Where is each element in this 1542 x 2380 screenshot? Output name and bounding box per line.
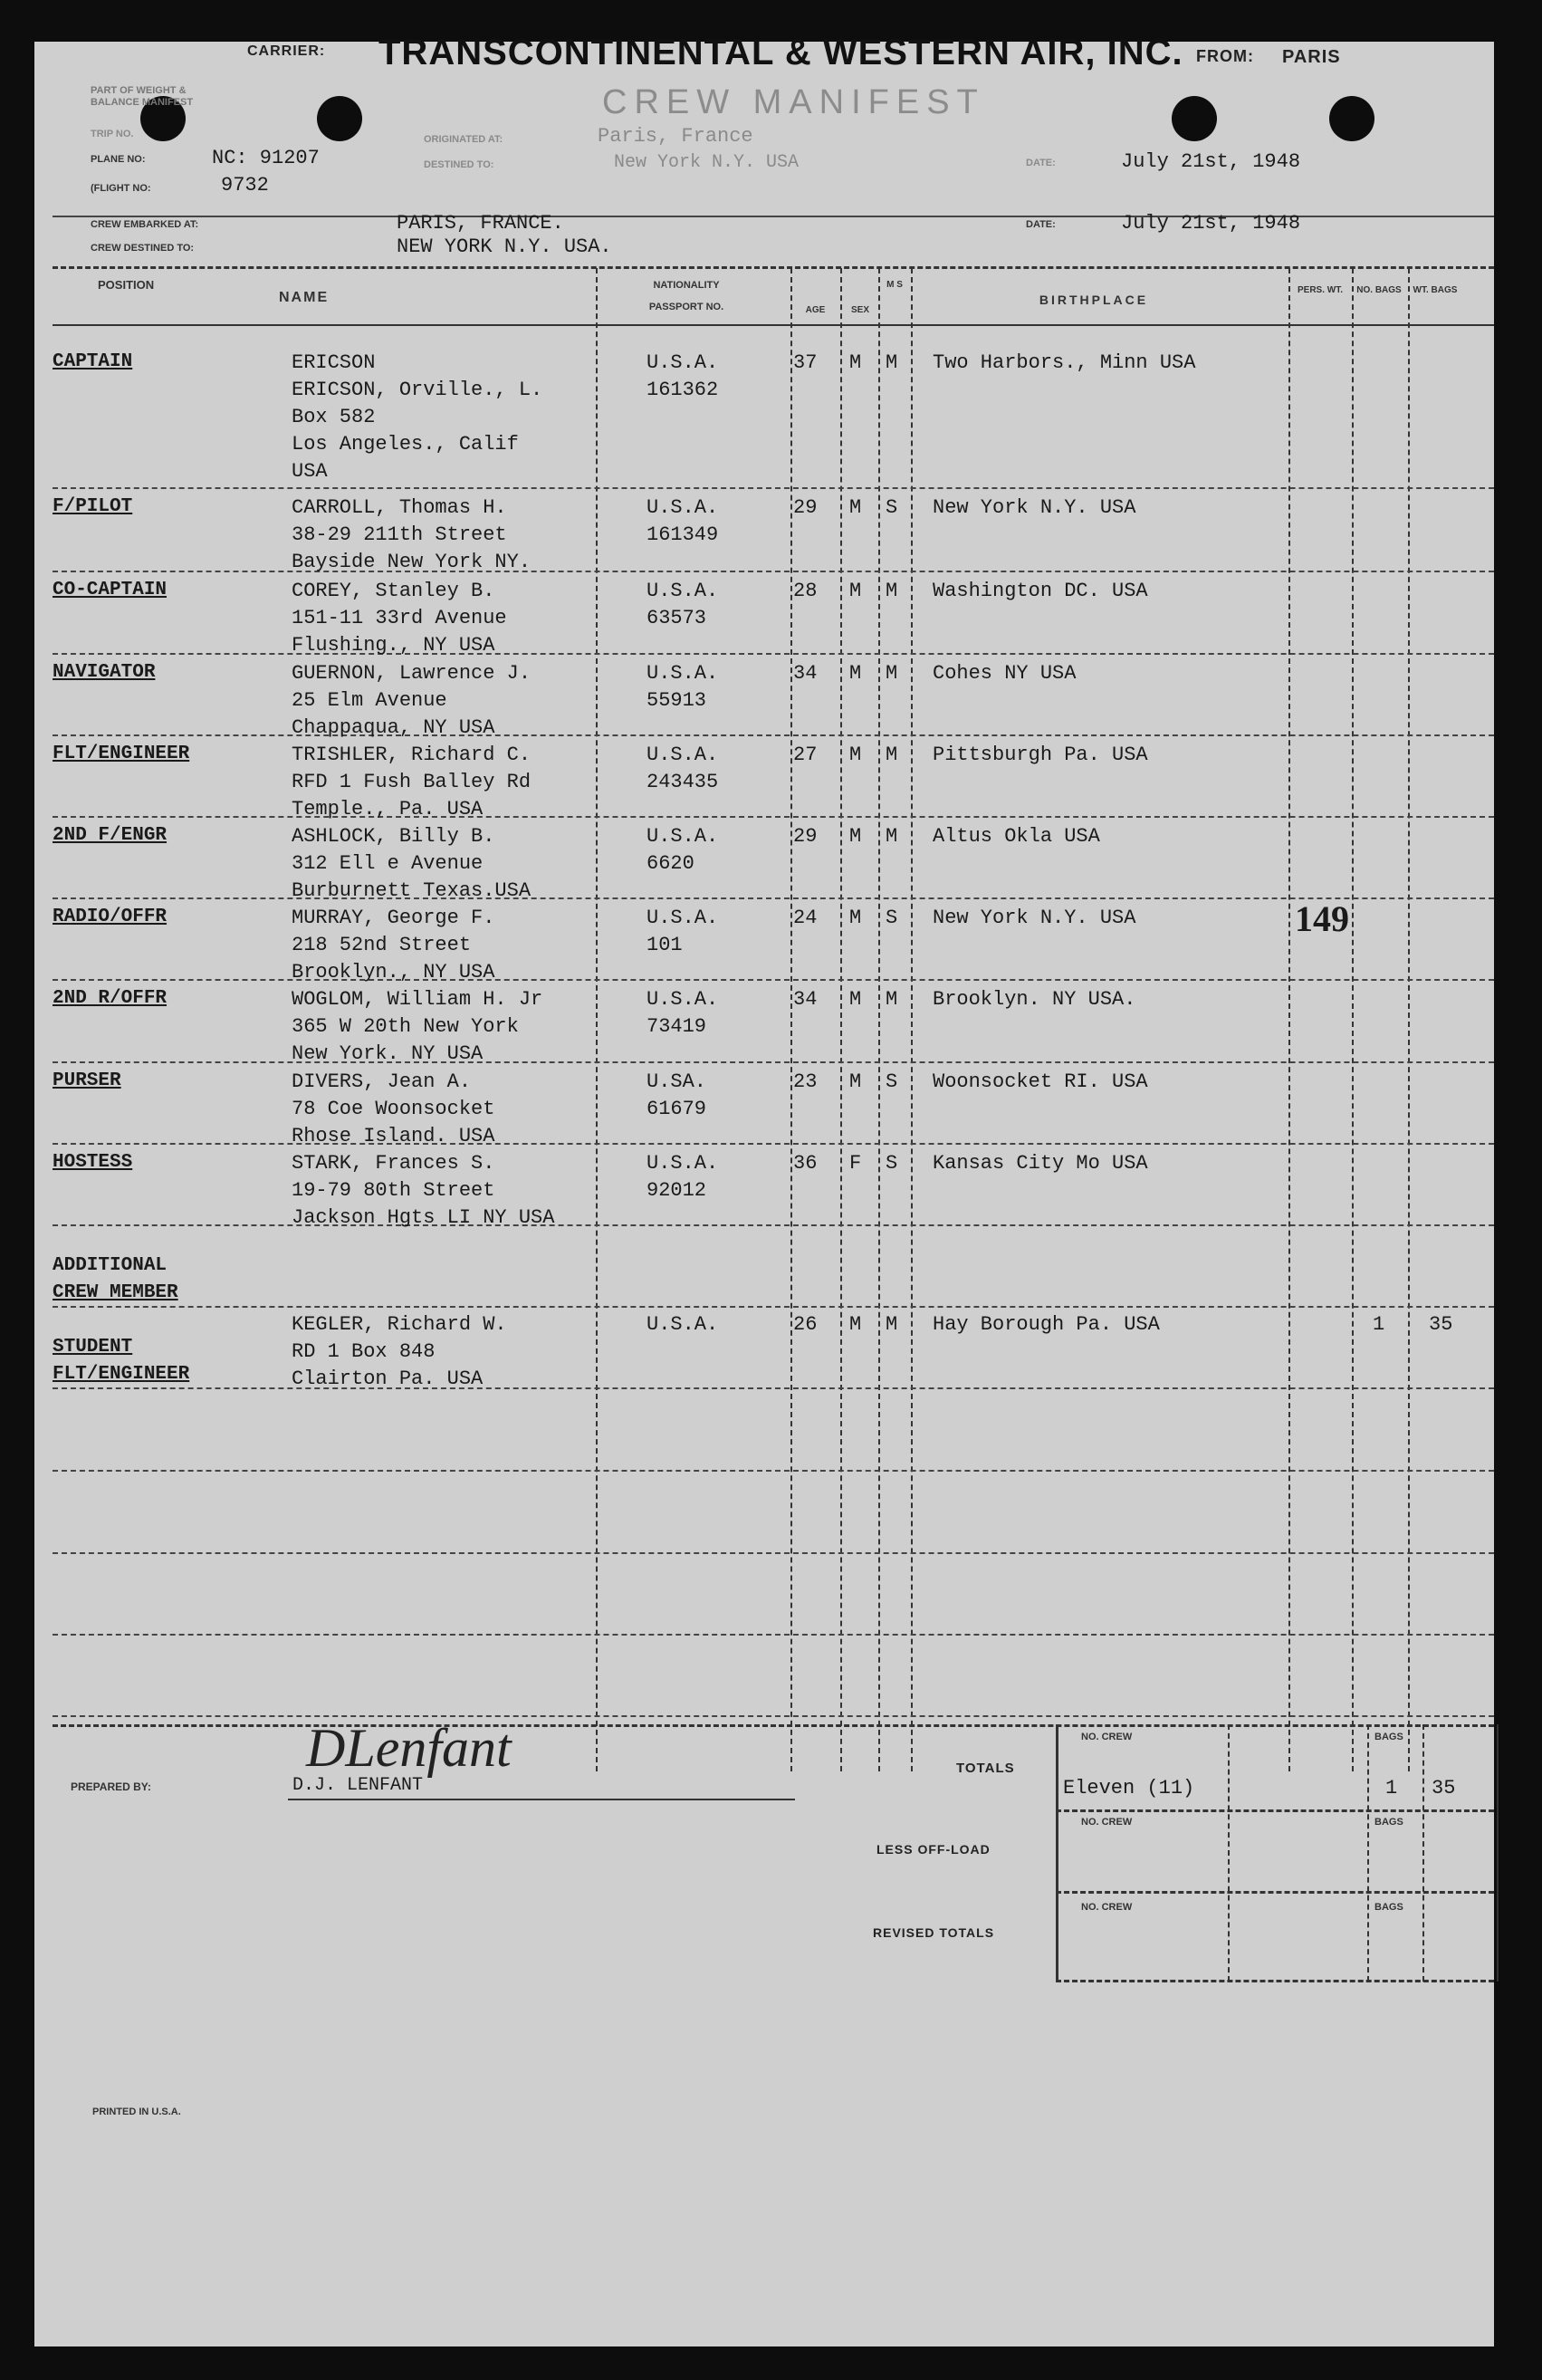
punch-hole <box>1329 96 1374 141</box>
crew-name-line: 151-11 33rd Avenue <box>292 607 507 629</box>
crew-sex: M <box>849 580 862 602</box>
crew-name-line: Los Angeles., Calif <box>292 433 519 456</box>
flight-label: (FLIGHT NO: <box>91 183 151 194</box>
crew-name-line: Brooklyn., NY USA <box>292 961 495 984</box>
crew-passport: 63573 <box>646 607 707 629</box>
crew-position: FLT/ENGINEER <box>53 744 190 764</box>
crew-ms: M <box>886 988 898 1011</box>
additional-no-bags: 1 <box>1373 1313 1385 1336</box>
crew-nationality: U.SA. <box>646 1070 707 1093</box>
no-crew-label: NO. CREW <box>1081 1902 1133 1913</box>
additional-ms: M <box>886 1313 898 1336</box>
manifest-sheet <box>34 33 1494 2346</box>
crew-sex: M <box>849 496 862 519</box>
crew-position: CO-CAPTAIN <box>53 580 168 600</box>
crew-passport: 73419 <box>646 1015 707 1038</box>
crew-nationality: U.S.A. <box>646 351 719 374</box>
crew-birthplace: Cohes NY USA <box>933 662 1077 685</box>
from-label: FROM: <box>1196 47 1254 65</box>
date2-value: July 21st, 1948 <box>1121 212 1301 235</box>
revised-totals-label: REVISED TOTALS <box>873 1925 995 1940</box>
crew-name-line: 312 Ell e Avenue <box>292 852 484 875</box>
crew-birthplace: Brooklyn. NY USA. <box>933 988 1136 1011</box>
crew-ms: M <box>886 825 898 848</box>
col-age: AGE <box>805 305 826 315</box>
crew-name-line: 25 Elm Avenue <box>292 689 447 712</box>
crew-position: RADIO/OFFR <box>53 907 168 927</box>
crew-ms: S <box>886 907 898 929</box>
crew-birthplace: Washington DC. USA <box>933 580 1148 602</box>
crew-sex: F <box>849 1152 862 1175</box>
crew-name-line: 19-79 80th Street <box>292 1179 495 1202</box>
crew-sex: M <box>849 988 862 1011</box>
crew-passport: 61679 <box>646 1098 707 1120</box>
printed-label: PRINTED IN U.S.A. <box>92 2106 181 2117</box>
crew-ms: M <box>886 580 898 602</box>
crew-passport: 161349 <box>646 523 719 546</box>
crew-name-line: RFD 1 Fush Balley Rd <box>292 771 532 793</box>
col-passport: PASSPORT NO. <box>648 302 724 312</box>
crew-passport: 6620 <box>646 852 694 875</box>
crew-name-line: 78 Coe Woonsocket <box>292 1098 495 1120</box>
crew-passport: 55913 <box>646 689 707 712</box>
manifest-title: CREW MANIFEST <box>602 83 985 121</box>
from-value: PARIS <box>1282 47 1341 67</box>
crew-nationality: U.S.A. <box>646 1152 719 1175</box>
prepared-label: PREPARED BY: <box>71 1780 151 1793</box>
crew-age: 36 <box>793 1152 818 1175</box>
additional-birthplace: Hay Borough Pa. USA <box>933 1313 1160 1336</box>
embarked-value: PARIS, FRANCE. <box>397 212 564 235</box>
crew-name-line: ASHLOCK, Billy B. <box>292 825 495 848</box>
crew-position: CAPTAIN <box>53 351 133 372</box>
col-name: NAME <box>279 290 330 305</box>
destined-value: New York N.Y. USA <box>614 152 800 173</box>
crew-sex: M <box>849 907 862 929</box>
additional-wt-bags: 35 <box>1429 1313 1453 1336</box>
additional-nationality: U.S.A. <box>646 1313 719 1336</box>
crew-nationality: U.S.A. <box>646 662 719 685</box>
crew-nationality: U.S.A. <box>646 988 719 1011</box>
crew-ms: S <box>886 496 898 519</box>
col-birthplace: BIRTHPLACE <box>1039 293 1149 307</box>
weight-balance-label: PART OF WEIGHT & BALANCE MANIFEST <box>91 85 194 108</box>
bags-label: BAGS <box>1374 1732 1403 1742</box>
crew-name-line: Bayside New York NY. <box>292 551 532 573</box>
bags-label: BAGS <box>1374 1902 1403 1913</box>
crew-name-line: CARROLL, Thomas H. <box>292 496 507 519</box>
crew-name-line: Temple., Pa. USA <box>292 798 484 821</box>
crew-ms: S <box>886 1070 898 1093</box>
additional-heading-line2: CREW MEMBER <box>53 1282 178 1303</box>
crew-pers-wt: 149 <box>1295 898 1349 939</box>
totals-label: TOTALS <box>956 1761 1015 1776</box>
crew-name-line: ERICSON, Orville., L. <box>292 379 543 401</box>
crew-sex: M <box>849 825 862 848</box>
crew-age: 29 <box>793 496 818 519</box>
date-label: DATE: <box>1026 158 1056 168</box>
crew-age: 34 <box>793 988 818 1011</box>
crew-name-line: MURRAY, George F. <box>292 907 495 929</box>
crew-position: NAVIGATOR <box>53 662 156 683</box>
plane-label: PLANE NO: <box>91 154 146 165</box>
crew-birthplace: New York N.Y. USA <box>933 496 1136 519</box>
crew-nationality: U.S.A. <box>646 744 719 766</box>
crew-ms: M <box>886 744 898 766</box>
crew-age: 27 <box>793 744 818 766</box>
carrier-name: TRANSCONTINENTAL & WESTERN AIR, INC. <box>378 33 1183 72</box>
carrier-label: CARRIER: <box>247 43 326 59</box>
crew-name-line: STARK, Frances S. <box>292 1152 495 1175</box>
crew-name-line: Jackson Hgts LI NY USA <box>292 1206 555 1229</box>
crew-destined-value: NEW YORK N.Y. USA. <box>397 235 612 258</box>
crew-birthplace: Woonsocket RI. USA <box>933 1070 1148 1093</box>
embarked-label: CREW EMBARKED AT: <box>91 219 199 230</box>
crew-name-line: USA <box>292 460 328 483</box>
col-ms: M S <box>886 280 903 290</box>
crew-age: 29 <box>793 825 818 848</box>
punch-hole <box>317 96 362 141</box>
date-value: July 21st, 1948 <box>1121 150 1301 173</box>
crew-sex: M <box>849 744 862 766</box>
crew-name-line: Rhose Island. USA <box>292 1125 495 1147</box>
col-wt-bags: WT. BAGS <box>1413 285 1458 295</box>
crew-position: 2ND R/OFFR <box>53 988 168 1009</box>
additional-name-line: KEGLER, Richard W. <box>292 1313 507 1336</box>
crew-name-line: GUERNON, Lawrence J. <box>292 662 532 685</box>
crew-age: 34 <box>793 662 818 685</box>
col-pers-wt: PERS. WT. <box>1297 285 1343 295</box>
crew-name-line: Flushing., NY USA <box>292 634 495 657</box>
signature: DLenfant <box>306 1718 512 1778</box>
additional-position-line1: STUDENT <box>53 1337 133 1358</box>
punch-hole <box>1172 96 1217 141</box>
originated-value: Paris, France <box>598 125 753 148</box>
crew-name-line: ERICSON <box>292 351 376 374</box>
crew-birthplace: New York N.Y. USA <box>933 907 1136 929</box>
crew-birthplace: Pittsburgh Pa. USA <box>933 744 1148 766</box>
crew-position: PURSER <box>53 1070 121 1091</box>
prepared-name: D.J. LENFANT <box>292 1775 424 1796</box>
col-no-bags: NO. BAGS <box>1356 285 1402 295</box>
crew-passport: 161362 <box>646 379 719 401</box>
crew-sex: M <box>849 662 862 685</box>
bags-label: BAGS <box>1374 1817 1403 1828</box>
crew-ms: M <box>886 351 898 374</box>
trip-label: TRIP NO. <box>91 129 134 139</box>
crew-birthplace: Kansas City Mo USA <box>933 1152 1148 1175</box>
crew-name-line: Chappaqua, NY USA <box>292 716 495 739</box>
crew-name-line: Box 582 <box>292 406 376 428</box>
crew-age: 37 <box>793 351 818 374</box>
no-crew-label: NO. CREW <box>1081 1732 1133 1742</box>
col-nationality: NATIONALITY <box>653 280 720 291</box>
crew-name-line: Burburnett Texas.USA <box>292 879 532 902</box>
additional-position-line2: FLT/ENGINEER <box>53 1364 190 1385</box>
crew-birthplace: Altus Okla USA <box>933 825 1100 848</box>
crew-sex: M <box>849 1070 862 1093</box>
additional-age: 26 <box>793 1313 818 1336</box>
crew-birthplace: Two Harbors., Minn USA <box>933 351 1196 374</box>
crew-sex: M <box>849 351 862 374</box>
crew-passport: 101 <box>646 934 683 956</box>
crew-name-line: WOGLOM, William H. Jr <box>292 988 543 1011</box>
date2-label: DATE: <box>1026 219 1056 230</box>
less-offload-label: LESS OFF-LOAD <box>876 1842 991 1857</box>
originated-label: ORIGINATED AT: <box>424 134 503 145</box>
additional-name-line: RD 1 Box 848 <box>292 1340 436 1363</box>
crew-position: F/PILOT <box>53 496 133 517</box>
crew-name-line: New York. NY USA <box>292 1042 484 1065</box>
col-sex: SEX <box>850 305 869 315</box>
plane-value: NC: 91207 <box>212 147 320 169</box>
totals-bags: 1 <box>1385 1777 1398 1799</box>
totals-wt: 35 <box>1432 1777 1456 1799</box>
crew-passport: 243435 <box>646 771 719 793</box>
no-crew-label: NO. CREW <box>1081 1817 1133 1828</box>
additional-name-line: Clairton Pa. USA <box>292 1368 484 1390</box>
crew-nationality: U.S.A. <box>646 907 719 929</box>
crew-name-line: 38-29 211th Street <box>292 523 507 546</box>
additional-sex: M <box>849 1313 862 1336</box>
crew-position: HOSTESS <box>53 1152 133 1173</box>
crew-age: 28 <box>793 580 818 602</box>
crew-age: 23 <box>793 1070 818 1093</box>
crew-name-line: TRISHLER, Richard C. <box>292 744 532 766</box>
crew-age: 24 <box>793 907 818 929</box>
totals-box <box>1056 1724 1499 1982</box>
crew-name-line: 218 52nd Street <box>292 934 472 956</box>
crew-nationality: U.S.A. <box>646 496 719 519</box>
crew-name-line: DIVERS, Jean A. <box>292 1070 472 1093</box>
flight-value: 9732 <box>221 174 269 197</box>
totals-crew: Eleven (11) <box>1063 1777 1195 1799</box>
col-position: POSITION <box>98 278 155 292</box>
crew-ms: M <box>886 662 898 685</box>
crew-position: 2ND F/ENGR <box>53 825 168 846</box>
crew-name-line: COREY, Stanley B. <box>292 580 495 602</box>
crew-destined-label: CREW DESTINED TO: <box>91 243 195 254</box>
crew-nationality: U.S.A. <box>646 580 719 602</box>
crew-passport: 92012 <box>646 1179 707 1202</box>
destined-label: DESTINED TO: <box>424 159 494 170</box>
crew-nationality: U.S.A. <box>646 825 719 848</box>
crew-ms: S <box>886 1152 898 1175</box>
crew-name-line: 365 W 20th New York <box>292 1015 519 1038</box>
additional-heading-line1: ADDITIONAL <box>53 1255 168 1276</box>
